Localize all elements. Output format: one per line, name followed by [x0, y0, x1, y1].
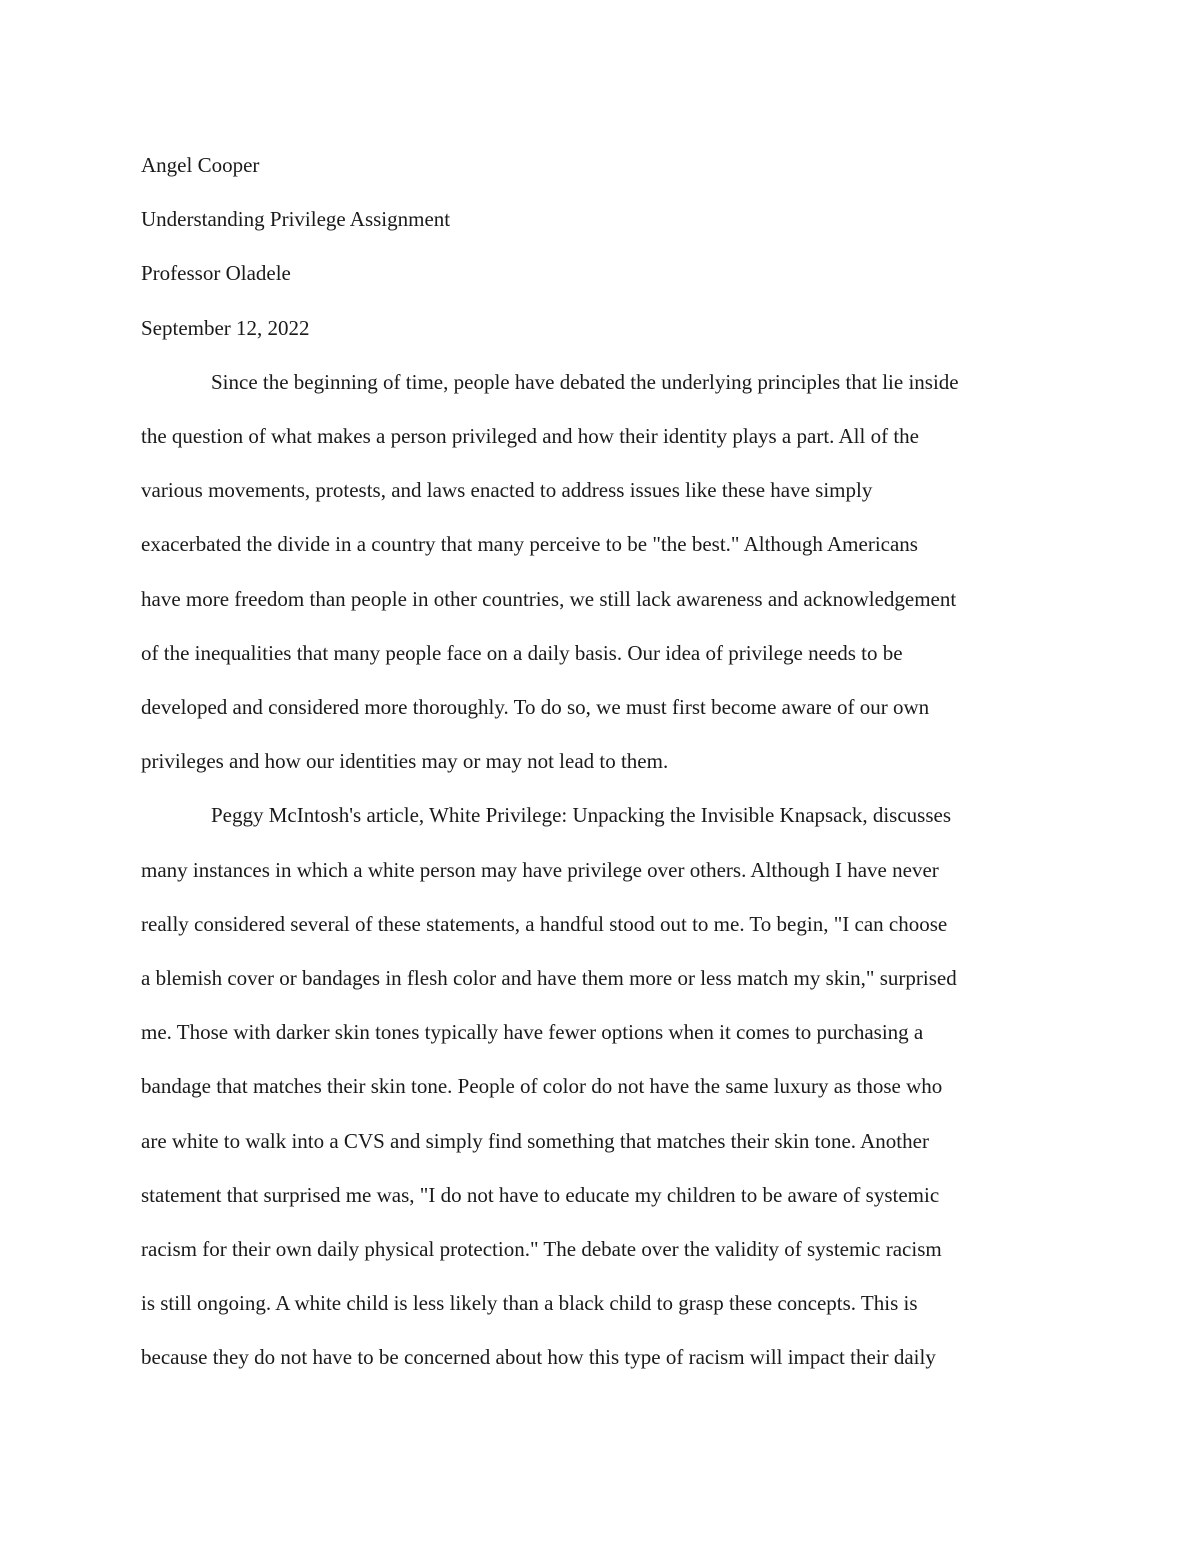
paragraph-line: developed and considered more thoroughly. To do so, we must first become aware of our own [141, 695, 930, 720]
paragraph-line: is still ongoing. A white child is less likely than a black child to grasp these concepts. This is [141, 1291, 918, 1316]
author-name: Angel Cooper [141, 153, 260, 177]
professor-name: Professor Oladele [141, 261, 291, 286]
paragraph-line: have more freedom than people in other countries, we still lack awareness and acknowledgement [141, 586, 957, 611]
paragraph-line: of the inequalities that many people face on a daily basis. Our idea of privilege needs to be [141, 640, 903, 665]
paragraph-line: privileges and how our identities may or may not lead to them. [141, 749, 669, 774]
document-date: September 12, 2022 [141, 315, 310, 340]
paragraph-line: statement that surprised me was, "I do not have to educate my children to be aware of systemic [141, 1182, 940, 1207]
assignment-title: Understanding Privilege Assignment [141, 207, 451, 232]
paragraph-line: me. Those with darker skin tones typically have fewer options when it comes to purchasing a [141, 1020, 924, 1045]
paragraph-line: Since the beginning of time, people have debated the underlying principles that lie inside [211, 369, 959, 394]
document-body [141, 138, 1061, 1385]
paragraph-line: a blemish cover or bandages in flesh color and have them more or less match my skin," surprised [141, 966, 957, 991]
paragraph-line: the question of what makes a person privileged and how their identity plays a part. All of the [141, 424, 919, 449]
paragraph-1 [141, 355, 1061, 789]
paragraph-line: are white to walk into a CVS and simply find something that matches their skin tone. Another [141, 1128, 929, 1153]
paragraph-line: really considered several of these statements, a handful stood out to me. To begin, "I can choose [141, 911, 948, 936]
paragraph-line: bandage that matches their skin tone. People of color do not have the same luxury as those who [141, 1074, 943, 1099]
paragraph-2 [141, 788, 1061, 1384]
paragraph-line: because they do not have to be concerned about how this type of racism will impact their daily [141, 1345, 936, 1370]
paragraph-line: exacerbated the divide in a country that many perceive to be "the best." Although Americans [141, 532, 918, 557]
paragraph-line: many instances in which a white person may have privilege over others. Although I have never [141, 857, 939, 882]
paragraph-line: various movements, protests, and laws enacted to address issues like these have simply [141, 478, 873, 503]
paragraph-line: racism for their own daily physical protection." The debate over the validity of systemic racism [141, 1237, 942, 1262]
paragraph-line: Peggy McIntosh's article, White Privilege: Unpacking the Invisible Knapsack, discusses [211, 803, 951, 828]
